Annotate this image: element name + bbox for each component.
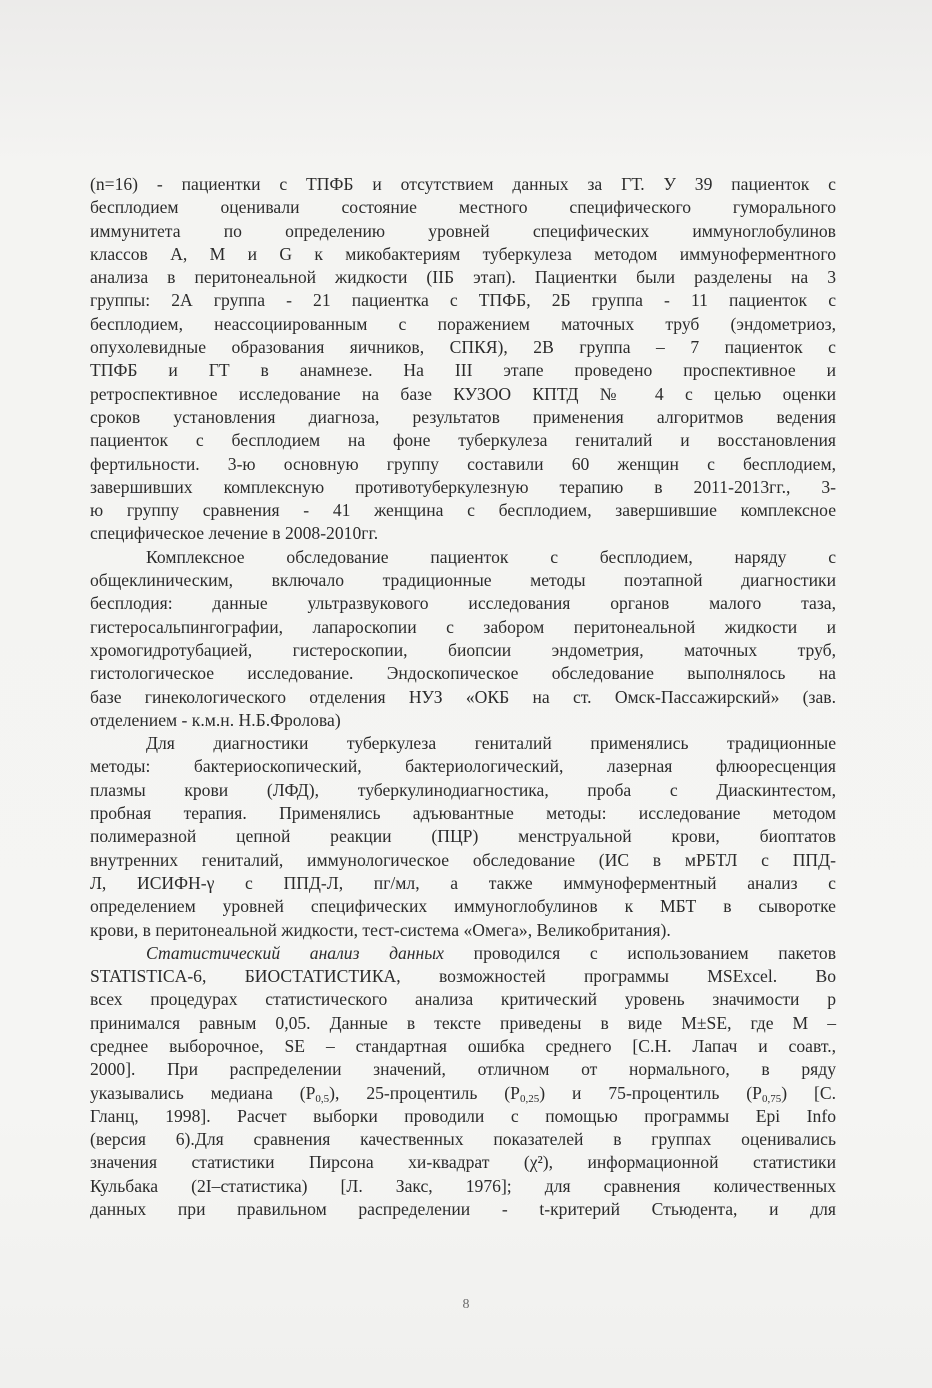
text-fragment: ) [С. (781, 1082, 836, 1103)
text-line: хромогидротубацией, гистероскопии, биопсии эндометрия, маточных труб, (90, 639, 836, 660)
text-line: среднее выборочное, SE – стандартная ошибка среднего [С.Н. Лапач и соавт., (90, 1035, 836, 1056)
text-line: иммунитета по определению уровней специфических иммуноглобулинов (90, 220, 836, 241)
text-fragment: указывались медиана (P (90, 1082, 316, 1103)
text-line: отделением - к.м.н. Н.Б.Фролова) (90, 709, 341, 730)
text-line: пациенток с бесплодием на фоне туберкулеза гениталий и восстановления (90, 430, 836, 451)
paragraph-2 (90, 546, 836, 732)
text-line: методы: бактериоскопический, бактериологический, лазерная флюоресценция (90, 756, 836, 777)
text-fragment: ) и 75-процентиль (P (539, 1082, 762, 1103)
text-line: опухолевидные образования яичников, СПКЯ), 2В группа – 7 пациенток с (90, 337, 836, 358)
text-line: значения статистики Пирсона хи-квадрат (χ²), информационной статистики (90, 1152, 836, 1173)
text-line: сроков установления диагноза, результатов применения алгоритмов ведения (90, 406, 836, 427)
text-line: принимался равным 0,05. Данные в тексте приведены в виде M±SE, где М – (90, 1012, 836, 1033)
paragraph-1 (90, 173, 836, 546)
text-line: Для диагностики туберкулеза гениталий применялись традиционные (146, 733, 836, 754)
text-line: внутренних гениталий, иммунологическое обследование (ИС в мРБТЛ с ППД- (90, 849, 836, 870)
text-line: базе гинекологического отделения НУЗ «ОКБ на ст. Омск-Пассажирский» (зав. (90, 686, 836, 707)
text-line: ретроспективное исследование на базе КУЗОО КПТД № 4 с целью оценки (90, 383, 836, 404)
text-line: фертильности. 3-ю основную группу составили 60 женщин с бесплодием, (90, 453, 836, 474)
text-line: всех процедурах статистического анализа критический уровень значимости р (90, 989, 836, 1010)
text-line: ю группу сравнения - 41 женщина с бесплодием, завершившие комплексное (90, 500, 836, 521)
text-line: гистологическое исследование. Эндоскопическое обследование выполнялось на (90, 663, 836, 684)
text-line: (версия 6).Для сравнения качественных показателей в группах оценивались (90, 1129, 836, 1150)
text-line: 2000]. При распределении значений, отличном от нормального, в ряду (90, 1059, 836, 1080)
line-rest: проводился с использованием пакетов (443, 942, 836, 963)
text-line: классов A, M и G к микобактериям туберкулеза методом иммуноферментного (90, 243, 836, 264)
text-fragment: ), 25-процентиль (P (329, 1082, 520, 1103)
text-line: данных при правильном распределении - t-критерий Стьюдента, и для (90, 1199, 836, 1220)
subscript: 0,5 (315, 1092, 330, 1105)
text-line: STATISTICA-6, БИОСТАТИСТИКА, возможностей программы MSExcel. Во (90, 966, 836, 987)
paragraph-4 (90, 942, 836, 1222)
text-line: общеклиническим, включало традиционные методы поэтапной диагностики (90, 570, 836, 591)
text-line: завершивших комплексную противотуберкулезную терапию в 2011-2013гг., 3- (90, 476, 836, 497)
text-line: бесплодием оценивали состояние местного специфического гуморального (90, 197, 836, 218)
text-line: определением уровней специфических иммуноглобулинов к МБТ в сыворотке (90, 896, 836, 917)
text-line: анализа в перитонеальной жидкости (IIБ этап). Пациентки были разделены на 3 (90, 267, 836, 288)
subscript: 0,75 (761, 1092, 782, 1105)
text-line: крови, в перитонеальной жидкости, тест-система «Омега», Великобритания). (90, 919, 671, 940)
page-number: 8 (462, 1297, 470, 1312)
text-line: Комплексное обследование пациенток с бесплодием, наряду с (146, 546, 836, 567)
median-line (90, 1082, 836, 1105)
text-line: (n=16) - пациентки с ТПФБ и отсутствием данных за ГТ. У 39 пациенток с (90, 174, 836, 194)
text-line: специфическое лечение в 2008-2010гг. (90, 523, 379, 544)
text-line: ТПФБ и ГТ в анамнезе. На III этапе проведено проспективное и (90, 360, 836, 381)
text-line: группы: 2А группа - 21 пациентка с ТПФБ, 2Б группа - 11 пациенток с (90, 290, 836, 311)
text-line: Л, ИСИФН-γ с ППД-Л, пг/мл, а также иммуноферментный анализ с (90, 872, 836, 893)
text-line: полимеразной цепной реакции (ПЦР) менструальной крови, биоптатов (90, 826, 836, 847)
text-line: пробная терапия. Применялись адъювантные методы: исследование методом (90, 803, 836, 824)
paragraph-3 (90, 732, 836, 942)
italic-lead: Статистический анализ данных (146, 942, 444, 963)
text-line: Кульбака (2I–статистика) [Л. Закс, 1976]; для сравнения количественных (90, 1175, 836, 1196)
text-line (90, 942, 836, 965)
body-text (90, 173, 836, 1221)
subscript: 0,25 (519, 1092, 540, 1105)
text-line: бесплодием, неассоциированным с поражением маточных труб (эндометриоз, (90, 313, 836, 334)
text-line: гистеросальпингографии, лапароскопии с забором перитонеальной жидкости и (90, 616, 836, 637)
text-line: Гланц, 1998]. Расчет выборки проводили с помощью программы Epi Info (90, 1105, 836, 1126)
text-line: бесплодия: данные ультразвукового исследования органов малого таза, (90, 593, 836, 614)
text-line: плазмы крови (ЛФД), туберкулинодиагностика, проба с Диаскинтестом, (90, 779, 836, 800)
